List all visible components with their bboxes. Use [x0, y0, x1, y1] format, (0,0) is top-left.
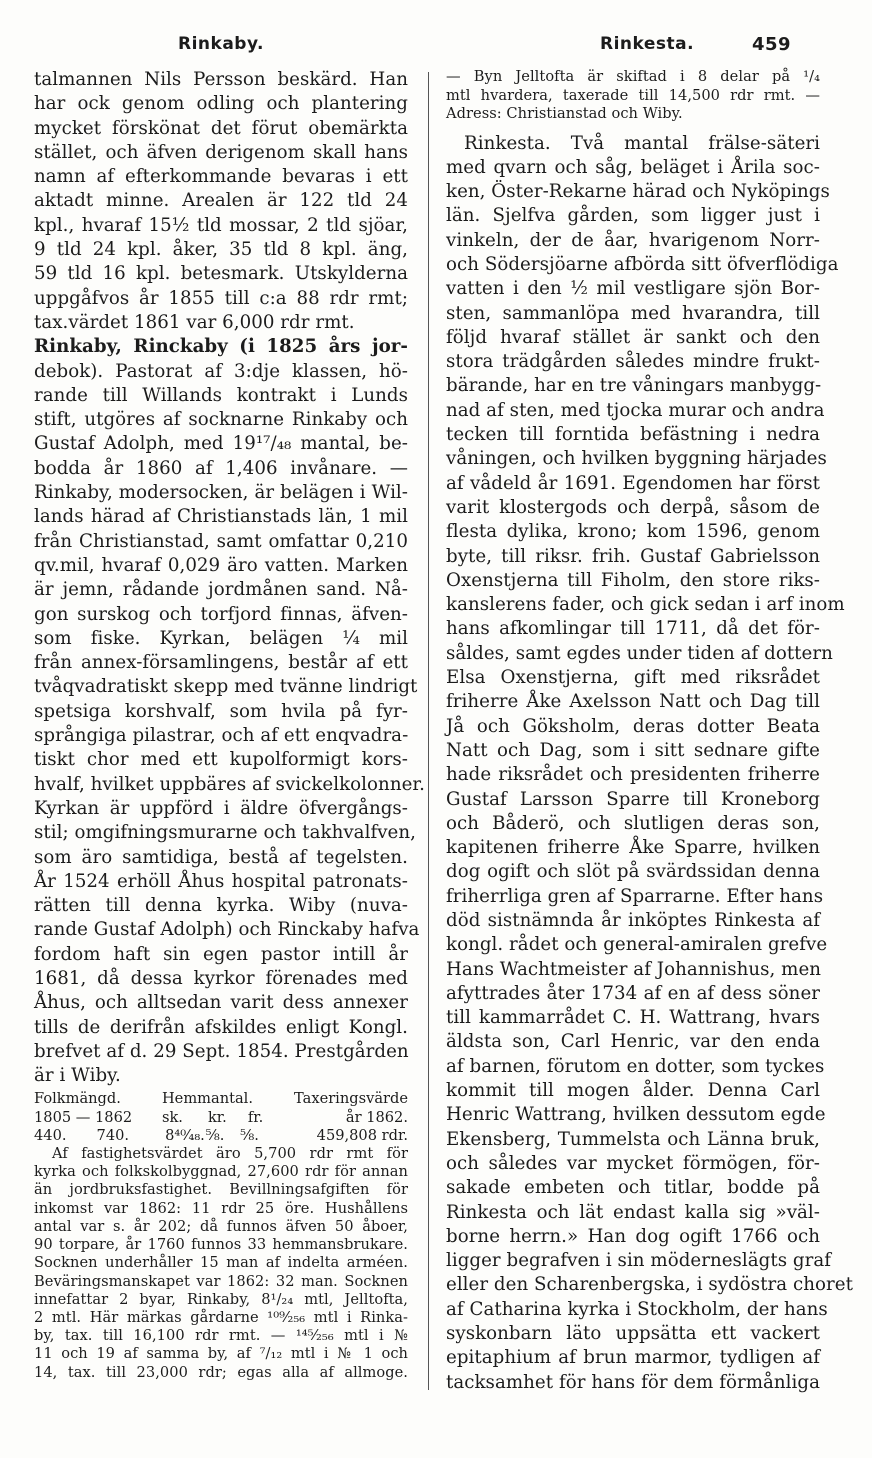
text-line: spetsiga korshvalf, som hvila på fyr-	[34, 700, 408, 722]
text-line: epitaphium af brun marmor, tydligen af	[446, 1347, 820, 1369]
text-line: kpl., hvaraf 15½ tld mossar, 2 tld sjöar,	[34, 214, 408, 236]
text-line: 1681, då dessa kyrkor förenades med	[34, 967, 408, 989]
table-subheader-row	[34, 1109, 408, 1127]
text-line: borne herrn.» Han dog ogift 1766 och	[446, 1225, 820, 1247]
text-line: aktadt minne. Arealen är 122 tld 24	[34, 190, 408, 212]
text-line: stift, utgöres af socknarne Rinkaby och	[34, 409, 408, 431]
text-line: tiskt chor med ett kupolformigt kors-	[34, 749, 408, 771]
table-subheader-cell: år 1862.	[345, 1108, 408, 1126]
table-value-cell: 740.	[96, 1126, 130, 1144]
text-line: tvåqvadratiskt skepp med tvänne lindrigt	[34, 676, 418, 698]
text-line: och således var mycket förmögen, för-	[446, 1152, 820, 1174]
text-line: rande till Willands kontrakt i Lunds	[34, 384, 408, 406]
text-line: Hans Wachtmeister af Johannishus, men	[446, 958, 822, 980]
rinkesta-entry	[446, 132, 853, 1395]
text-line: kongl. rådet och general-amiralen grefve	[446, 934, 828, 956]
table-header-cell: Folkmängd.	[34, 1090, 121, 1108]
text-line: syskonbarn läto uppsätta ett vackert	[446, 1323, 820, 1345]
text-line: Åhus, och alltsedan varit dess annexer	[34, 992, 408, 1014]
text-line: från Christianstad, samt omfattar 0,210	[34, 530, 408, 552]
table-value-cell: 440.	[34, 1126, 67, 1144]
text-line: sakade embeten och titlar, bodde på	[446, 1177, 820, 1199]
table-value-cell: ⅝.	[240, 1126, 259, 1144]
text-line: med qvarn och såg, beläget i Årila soc-	[446, 156, 820, 178]
text-line: såldes, samt egdes under tiden af dottern	[446, 642, 833, 664]
text-line: kommit till mogen ålder. Denna Carl	[446, 1080, 820, 1102]
note-line: 90 torpare, år 1760 funnos 33 hemmansbrukare.	[34, 1236, 408, 1254]
text-line: varit klostergods och derpå, såsom de	[446, 496, 820, 518]
text-line: qv.mil, hvaraf 0,029 äro vatten. Marken	[34, 554, 408, 576]
text-line: mycket förskönat det förut obemärkta	[34, 117, 408, 139]
text-line: af barnen, förutom en dotter, som tyckes	[446, 1055, 825, 1077]
text-line: är jemn, rådande jordmånen sand. Nå-	[34, 579, 408, 601]
running-head-left: Rinkaby.	[178, 34, 264, 54]
table-value-cell: 8⁴⁰⁄₄₈.	[165, 1126, 205, 1144]
text-line: 59 tld 16 kpl. betesmark. Utskylderna	[34, 263, 408, 285]
text-line: till kammarrådet C. H. Wattrang, hvars	[446, 1007, 820, 1029]
text-line: hade riksrådet och presidenten friherre	[446, 764, 820, 786]
text-line: friherrliga gren af Sparrarne. Efter hans	[446, 885, 824, 907]
table-header-cell: Hemmantal.	[161, 1090, 253, 1108]
text-line: uppgåfvos år 1855 till c:a 88 rdr rmt;	[34, 287, 408, 309]
note-line: Adress: Christianstad och Wiby.	[446, 105, 683, 122]
text-line: ken, Öster-Rekarne härad och Nyköpings	[446, 181, 830, 203]
text-line: språngiga pilastrar, och af ett enqvadra-	[34, 725, 409, 747]
note-line: Beväringsmanskapet var 1862: 32 man. Socknen	[34, 1272, 408, 1290]
text-line: rätten till denna kyrka. Wiby (nuva-	[34, 895, 408, 917]
text-line: och Södersjöarne afbörda sitt öfverflödiga	[446, 253, 839, 275]
text-line: tills de derifrån afskildes enligt Kongl.	[34, 1016, 408, 1038]
text-line: af vådeld år 1691. Egendomen har först	[446, 472, 820, 494]
text-line: våningen, och hvilken byggning härjades	[446, 448, 827, 470]
text-line: stora trädgården således mindre frukt-	[446, 351, 820, 373]
note-line: mtl hvardera, taxerade till 14,500 rdr rmt. —	[446, 86, 820, 104]
text-line: År 1524 erhöll Åhus hospital patronats-	[34, 870, 408, 892]
table-value-row	[34, 1127, 408, 1145]
note-line: kyrka och folkskolbyggnad, 27,600 rdr för annan	[34, 1163, 408, 1181]
text-line: lands härad af Christianstads län, 1 mil	[34, 506, 408, 528]
text-line: Kyrkan är uppförd i äldre öfvergångs-	[34, 797, 408, 819]
text-line: Oxenstjerna till Fiholm, den store riks-	[446, 569, 820, 591]
text-line: debok). Pastorat af 3:dje klassen, hö-	[34, 360, 408, 382]
table-subheader-cell: kr.	[207, 1108, 227, 1126]
rinkaby-entry	[34, 335, 425, 1088]
intro-paragraph	[34, 68, 408, 335]
note-line: 11 och 19 af samma by, af ⁷/₁₂ mtl i № 1 och	[34, 1345, 408, 1363]
note-line: inkomst var 1862: 11 rdr 25 öre. Hushållens	[34, 1199, 408, 1217]
entry-heading-line: Rinkaby, Rinckaby (i 1825 års jor-	[34, 336, 408, 358]
text-line: talmannen Nils Persson beskärd. Han	[34, 69, 408, 90]
text-line: Henric Wattrang, hvilken dessutom egde	[446, 1104, 826, 1126]
text-line: stil; omgifningsmurarne och takhvalfven,	[34, 822, 416, 844]
note-line: by, tax. till 16,100 rdr rmt. — ¹⁴⁵⁄₂₅₆ mtl i №	[34, 1327, 408, 1345]
page-number: 459	[752, 34, 792, 55]
note-line: än jordbruksfastighet. Bevillningsafgiften för	[34, 1181, 408, 1199]
right-column	[446, 68, 853, 1395]
text-line: Rinkesta och lät endast kalla sig »väl-	[446, 1201, 820, 1223]
text-line: afyttrades åter 1734 af en af dess söner	[446, 982, 820, 1004]
text-line: och Båderö, och slutligen deras son,	[446, 812, 820, 834]
text-line: kapitenen friherre Åke Sparre, hvilken	[446, 837, 820, 859]
text-line: från annex-församlingens, består af ett	[34, 652, 408, 674]
text-line: Elsa Oxenstjerna, gift med riksrådet	[446, 667, 820, 689]
text-line: vinkeln, der de åar, hvarigenom Norr-	[446, 229, 820, 251]
text-line: bärande, har en tre våningars manbygg-	[446, 375, 822, 397]
text-line: eller den Scharenbergska, i sydöstra choret	[446, 1274, 853, 1296]
text-line: byte, till riksr. frih. Gustaf Gabrielsson	[446, 545, 820, 567]
text-line: brefvet af d. 29 Sept. 1854. Prestgården	[34, 1040, 409, 1062]
note-line: innefattar 2 byar, Rinkaby, 8¹/₂₄ mtl, Jelltofta,	[34, 1290, 408, 1308]
note-line: Af fastighetsvärdet äro 5,700 rdr rmt för	[52, 1145, 408, 1163]
text-line: dog ogift och slöt på svärdssidan denna	[446, 861, 820, 883]
text-line: tax.värdet 1861 var 6,000 rdr rmt.	[34, 311, 355, 333]
table-subheader-cell: 1805 — 1862	[34, 1108, 133, 1126]
text-line: som äro samtidiga, bestå af tegelsten.	[34, 846, 408, 868]
text-line: rande Gustaf Adolph) och Rinckaby hafva	[34, 919, 420, 941]
left-column	[34, 68, 425, 1382]
text-line: hvalf, hvilket uppbäres af svickelkolonner.	[34, 773, 425, 795]
text-line: 9 tld 24 kpl. åker, 35 tld 8 kpl. äng,	[34, 239, 408, 261]
text-line: äldsta son, Carl Henric, var den enda	[446, 1031, 820, 1053]
text-line: död sistnämnda år inköptes Rinkesta af	[446, 910, 820, 931]
note-line: 2 mtl. Här märkas gårdarne ¹⁰⁹⁄₂₅₆ mtl i Rinka-	[34, 1308, 408, 1326]
text-line: gon surskog och torfjord finnas, äfven-	[34, 603, 408, 625]
note-line: 14, tax. till 23,000 rdr; egas alla af allmoge.	[34, 1363, 408, 1381]
text-line: flesta dylika, krono; kom 1596, genom	[446, 521, 820, 543]
text-line: friherre Åke Axelsson Natt och Dag till	[446, 691, 820, 713]
table-subheader-cell: sk.	[161, 1108, 183, 1126]
text-line: af Catharina kyrka i Stockholm, der hans	[446, 1298, 828, 1320]
text-line: ligger begrafven i sin möderneslägts graf	[446, 1250, 832, 1272]
note-line: — Byn Jelltofta är skiftad i 8 delar på ¹/₄	[446, 68, 820, 85]
text-line: Gustaf Larsson Sparre till Kroneborg	[446, 788, 820, 810]
note-line: Socknen underhåller 15 man af indelta arméen.	[34, 1254, 408, 1272]
text-line: Ekensberg, Tummelsta och Länna bruk,	[446, 1128, 820, 1150]
table-value-cell: ⅝.	[205, 1126, 225, 1144]
text-line: bodda år 1860 af 1,406 invånare. —	[34, 457, 408, 479]
entry-heading-line: Rinkesta. Två mantal frälse-säteri	[464, 132, 820, 154]
statistics-notes	[34, 1145, 408, 1382]
text-line: är i Wiby.	[34, 1065, 121, 1087]
text-line: Natt och Dag, som i sitt sednare gifte	[446, 739, 820, 761]
text-line: namn af efterkommande bevaras i ett	[34, 166, 408, 188]
column-divider	[428, 72, 429, 1390]
table-header-row	[34, 1090, 408, 1108]
text-line: kanslerens fader, och gick sedan i arf inom	[446, 594, 845, 616]
text-line: län. Sjelfva gården, som ligger just i	[446, 205, 820, 227]
text-line: tacksamhet för hans för dem förmånliga	[446, 1371, 820, 1393]
jelltofta-note	[446, 68, 820, 124]
running-head-center: Rinkesta.	[600, 34, 695, 54]
text-line: Jå och Göksholm, deras dotter Beata	[446, 715, 820, 737]
text-line: Rinkaby, modersocken, är belägen i Wil-	[34, 482, 408, 504]
text-line: Gustaf Adolph, med 19¹⁷/₄₈ mantal, be-	[34, 433, 408, 455]
text-line: tecken till forntida befästning i nedra	[446, 424, 820, 446]
table-subheader-cell: fr.	[247, 1108, 264, 1126]
text-line: fordom haft sin egen pastor intill år	[34, 943, 408, 965]
text-line: stället, och äfven derigenom skall hans	[34, 141, 408, 163]
text-line: som fiske. Kyrkan, belägen ¼ mil	[34, 627, 408, 649]
text-line: har ock genom odling och plantering	[34, 93, 408, 115]
text-line: sten, sammanlöpa med hvarandra, till	[446, 302, 820, 324]
statistics-table	[34, 1090, 408, 1145]
table-value-cell: 459,808 rdr.	[316, 1126, 408, 1144]
text-line: nad af sten, med tjocka murar och andra	[446, 399, 825, 421]
text-line: hans afkomlingar till 1711, då det för-	[446, 618, 820, 640]
text-line: följd hvaraf stället är sankt och den	[446, 326, 820, 348]
table-header-cell: Taxeringsvärde	[294, 1090, 408, 1108]
note-line: antal var s. år 202; då funnos äfven 50 åboer,	[34, 1217, 408, 1235]
text-line: vatten i den ½ mil vestligare sjön Bor-	[446, 278, 820, 300]
